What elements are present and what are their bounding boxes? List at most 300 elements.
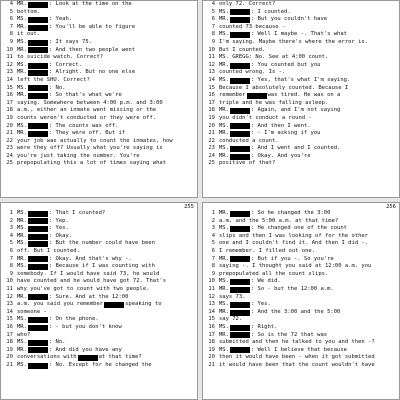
line-text: MS. — [219, 8, 229, 15]
line-number: 6 — [9, 247, 13, 254]
transcript-line — [3, 339, 195, 347]
transcript-line — [205, 54, 397, 62]
line-number: 11 — [6, 54, 13, 61]
redaction-bar — [230, 154, 250, 160]
transcript-line — [3, 100, 195, 108]
redaction-bar — [230, 131, 250, 137]
transcript-line — [205, 225, 397, 233]
line-number: 1 — [211, 210, 215, 216]
transcript-line — [205, 130, 397, 138]
line-text: MS. — [17, 339, 27, 346]
line-text: says 73. — [219, 293, 246, 300]
line-text: MS. — [17, 240, 27, 247]
line-number: 19 — [6, 346, 13, 353]
transcript-line — [205, 309, 397, 317]
line-number: 14 — [208, 76, 215, 83]
redaction-bar — [230, 146, 250, 152]
transcript-line — [3, 347, 195, 355]
redaction-bar — [28, 47, 48, 53]
line-number: 3 — [211, 225, 215, 232]
line-text: : No. — [48, 84, 66, 91]
line-number: 10 — [208, 46, 215, 53]
redaction-bar — [230, 17, 250, 23]
transcript-line — [3, 153, 195, 161]
transcript-line — [3, 1, 195, 9]
transcript-page-bottom-right — [202, 202, 400, 400]
line-text: speaking to — [125, 301, 162, 308]
transcript-line — [3, 9, 195, 17]
line-number: 21 — [208, 361, 215, 368]
line-text: a.m., either an inmate went missing or the — [17, 107, 157, 114]
line-text: counted wrong. Is -. — [219, 69, 286, 76]
transcript-line — [205, 100, 397, 108]
line-text: MS. — [17, 84, 27, 91]
line-text: one and I couldn't find it. And then I did -. — [219, 240, 369, 247]
redaction-bar — [28, 40, 48, 46]
line-text: : So that's what we're — [48, 92, 122, 99]
redaction-bar — [247, 93, 267, 99]
transcript-line — [205, 362, 397, 370]
line-text: MS. — [17, 210, 27, 216]
redaction-bar — [230, 332, 250, 338]
transcript-line — [3, 85, 195, 93]
line-text: MR. — [219, 152, 229, 159]
redaction-bar — [230, 108, 250, 114]
line-number: 21 — [208, 130, 215, 137]
line-number: 12 — [6, 61, 13, 68]
transcript-line — [3, 294, 195, 302]
line-text: MR. — [17, 232, 27, 239]
line-number: 4 — [211, 232, 215, 239]
line-text: conversations with — [17, 354, 77, 361]
line-number: 12 — [6, 293, 13, 300]
transcript-line — [205, 145, 397, 153]
line-number: 11 — [208, 54, 215, 61]
line-text: MS. — [17, 38, 27, 45]
transcript-line — [205, 123, 397, 131]
line-number: 20 — [208, 354, 215, 361]
line-text: But I counted. — [219, 46, 266, 53]
line-text: : No. Except for he changed the — [48, 361, 152, 368]
line-text: MS. — [219, 225, 229, 232]
transcript-line — [205, 31, 397, 39]
line-text: MR. — [219, 61, 229, 68]
line-text: : Because if I was counting with — [48, 263, 155, 270]
line-number: 3 — [9, 225, 13, 232]
line-number: 13 — [6, 69, 13, 76]
redaction-bar — [28, 63, 48, 69]
line-text: : So he changed the 3:00 — [250, 210, 331, 216]
line-text: : Again, and I'm not saying — [250, 107, 341, 114]
line-text: MS. — [219, 122, 229, 129]
line-text: someone - — [17, 308, 47, 315]
redaction-bar — [78, 355, 98, 361]
line-text: MR. — [17, 323, 27, 330]
redaction-bar — [230, 347, 250, 353]
line-text: slips and then I was looking of for the other — [219, 232, 369, 239]
redaction-bar — [28, 218, 48, 224]
line-number: 1 — [9, 210, 13, 216]
line-text: : So - but the 12:00 a.m. — [250, 285, 334, 292]
line-number: 24 — [6, 152, 13, 159]
line-number: 15 — [6, 316, 13, 323]
redaction-bar — [230, 226, 250, 232]
line-number: 20 — [208, 122, 215, 129]
line-number: 20 — [6, 122, 13, 129]
line-number: 6 — [9, 16, 13, 23]
line-text: MS. — [219, 76, 229, 83]
transcript-line — [205, 24, 397, 32]
transcript-line — [3, 256, 195, 264]
line-text: Because I absolutely counted. Because I — [219, 84, 349, 91]
line-number: 18 — [6, 107, 13, 114]
transcript-line — [3, 130, 195, 138]
line-text: MR. — [17, 92, 27, 99]
transcript-line — [3, 332, 195, 340]
transcript-line — [205, 9, 397, 17]
transcript-line — [3, 123, 195, 131]
line-number: 14 — [208, 308, 215, 315]
line-number: 21 — [6, 130, 13, 137]
transcript-line — [3, 24, 195, 32]
transcript-line — [3, 309, 195, 317]
redaction-bar — [230, 287, 250, 293]
line-number: 9 — [9, 38, 13, 45]
line-number: 9 — [211, 38, 215, 45]
redaction-bar — [28, 226, 48, 232]
line-number: 6 — [211, 247, 215, 254]
transcript-line — [3, 31, 195, 39]
line-text: MS. — [219, 31, 229, 38]
redaction-bar — [230, 78, 250, 84]
transcript-line — [205, 324, 397, 332]
transcript-line — [205, 354, 397, 362]
line-text: MR. — [219, 285, 229, 292]
line-text: MS. GREGG: No. See at 4:00 count. — [219, 54, 329, 61]
line-number: 12 — [208, 61, 215, 68]
line-number: 7 — [211, 255, 215, 262]
transcript-line — [3, 225, 195, 233]
transcript-line — [3, 47, 195, 55]
line-number: 2 — [211, 217, 215, 224]
transcript-line — [3, 16, 195, 24]
redaction-bar — [28, 234, 48, 240]
line-text: MR. — [219, 255, 229, 262]
line-number: 8 — [9, 31, 13, 38]
line-text: : That I counted? — [48, 210, 106, 216]
line-text: MR. — [17, 46, 27, 53]
line-number: 4 — [9, 1, 13, 7]
line-text: conducted a count. — [219, 137, 279, 144]
line-number: 25 — [208, 160, 215, 167]
transcript-line — [205, 69, 397, 77]
line-number: 5 — [211, 240, 215, 247]
line-text: MS. — [219, 323, 229, 330]
line-text: MS. — [219, 278, 229, 285]
line-text: MR. — [17, 69, 27, 76]
line-text: MR. — [219, 308, 229, 315]
page-number: 256 — [386, 204, 396, 210]
line-text: : He changed one of the count — [250, 225, 347, 232]
line-text: : But the number could have been — [48, 240, 155, 247]
line-text: : They were off. But if — [48, 130, 126, 137]
line-text: prepopulated all the count slips. — [219, 270, 329, 277]
transcript-line — [205, 301, 397, 309]
line-number: 15 — [208, 84, 215, 91]
redaction-bar — [230, 123, 250, 129]
line-text: triple and he was falling asleep. — [219, 99, 329, 106]
line-text: : We did. — [250, 278, 281, 285]
line-number: 8 — [211, 31, 215, 38]
line-number: 18 — [208, 339, 215, 346]
redaction-bar — [230, 279, 250, 285]
line-number: 8 — [211, 263, 215, 270]
transcript-line — [3, 324, 195, 332]
page-lines — [3, 210, 195, 369]
line-number: 18 — [208, 107, 215, 114]
transcript-line — [3, 354, 195, 362]
line-text: : Yes, that's what I'm saying. — [250, 76, 351, 83]
transcript-line — [3, 218, 195, 226]
line-number: 4 — [211, 1, 215, 7]
redaction-bar — [28, 256, 48, 262]
line-text: : Yes. — [250, 301, 271, 308]
line-number: 24 — [208, 152, 215, 159]
line-text: MR. — [17, 346, 27, 353]
redaction-bar — [28, 347, 48, 353]
transcript-line — [205, 256, 397, 264]
transcript-line — [205, 218, 397, 226]
transcript-line — [205, 153, 397, 161]
line-text: : Okay. And you're — [250, 152, 311, 159]
transcript-line — [205, 278, 397, 286]
line-text: prepopulating this a lot of times saying what — [17, 160, 167, 167]
line-text: : And then two people went — [48, 46, 136, 53]
redaction-bar — [28, 317, 48, 323]
line-text: a.m. you said you remember — [17, 301, 104, 308]
line-text: saying -. I thought you said at 12:00 a.m. you — [219, 263, 372, 270]
transcript-line — [3, 92, 195, 100]
line-text: : You'll be able to figure — [48, 23, 136, 30]
transcript-line — [205, 248, 397, 256]
page-lines — [3, 1, 195, 168]
line-number: 10 — [6, 46, 13, 53]
line-text: : I counted. — [250, 8, 291, 15]
transcript-line — [3, 107, 195, 115]
line-text: left the SHU. Correct? — [17, 76, 90, 83]
line-number: 19 — [208, 346, 215, 353]
redaction-bar — [28, 131, 48, 137]
transcript-line — [3, 77, 195, 85]
transcript-line — [205, 16, 397, 24]
line-text: then it would have been - when it got submitted — [219, 354, 375, 361]
transcript-line — [3, 160, 195, 168]
line-text: MR. — [17, 293, 27, 300]
line-text: MR. — [17, 130, 27, 137]
transcript-line — [3, 145, 195, 153]
transcript-line — [205, 233, 397, 241]
transcript-line — [205, 271, 397, 279]
line-number: 7 — [9, 255, 13, 262]
line-text: MS. — [17, 361, 27, 368]
line-text: : Look at the time on the — [48, 1, 132, 7]
redaction-bar — [230, 302, 250, 308]
line-number: 9 — [211, 270, 215, 277]
transcript-line — [205, 62, 397, 70]
line-text: : And I went and I counted. — [250, 145, 341, 152]
line-text: counted 73 because - — [219, 23, 286, 30]
transcript-line — [3, 69, 195, 77]
line-number: 10 — [6, 278, 13, 285]
redaction-bar — [28, 211, 48, 217]
transcript-line — [3, 210, 195, 218]
line-number: 14 — [6, 308, 13, 315]
line-text: : But you couldn't have — [250, 16, 328, 23]
line-number: 17 — [6, 99, 13, 106]
line-text: off. But I counted. — [17, 247, 80, 254]
line-text: saying. Somewhere between 4:00 p.m. and 3:00 — [17, 99, 163, 106]
redaction-bar — [28, 241, 48, 247]
line-text: MR. — [219, 331, 229, 338]
line-text: positive of that? — [219, 160, 276, 167]
line-text: a.m. and the 5:00 a.m. at that time? — [219, 217, 339, 224]
line-text: MR. — [17, 1, 27, 7]
line-text: MS. — [219, 301, 229, 308]
line-text: MS. — [17, 225, 27, 232]
line-text: : It says 75. — [48, 38, 92, 45]
line-text: counts weren't conducted or they were off. — [17, 114, 157, 121]
redaction-bar — [28, 17, 48, 23]
line-text: : And did you have any — [48, 346, 122, 353]
transcript-line — [205, 85, 397, 93]
page-lines — [205, 210, 397, 369]
line-text: I remember. I filled out one. — [219, 247, 316, 254]
line-text: : Okay. And that's why -. — [48, 255, 132, 262]
line-text: : - I'm asking if you — [250, 130, 321, 137]
transcript-line — [3, 248, 195, 256]
transcript-line — [205, 47, 397, 55]
line-text: MR. — [219, 107, 229, 114]
redaction-bar — [230, 32, 250, 38]
redaction-bar — [230, 211, 250, 217]
transcript-line — [3, 286, 195, 294]
redaction-bar — [28, 25, 48, 31]
line-number: 18 — [6, 339, 13, 346]
line-text: : Okay. — [48, 232, 73, 239]
line-number: 25 — [6, 160, 13, 167]
redaction-bar — [28, 325, 48, 331]
line-number: 10 — [208, 278, 215, 285]
transcript-line — [3, 278, 195, 286]
line-text: : Alright. But no one else — [48, 69, 136, 76]
line-number: 17 — [208, 331, 215, 338]
transcript-line — [205, 294, 397, 302]
line-text: : Well I believe that because — [250, 346, 347, 353]
line-text: MS. — [17, 61, 27, 68]
line-number: 16 — [208, 92, 215, 99]
transcript-line — [3, 263, 195, 271]
line-text: : Yeah. — [48, 16, 73, 23]
transcript-line — [205, 115, 397, 123]
line-number: 15 — [208, 316, 215, 323]
line-text: : Correct. — [48, 61, 83, 68]
page-lines — [205, 1, 397, 168]
line-number: 9 — [9, 270, 13, 277]
redaction-bar — [28, 2, 48, 8]
line-text: : Well I maybe -. That's what — [250, 31, 347, 38]
line-number: 20 — [6, 354, 13, 361]
transcript-line — [205, 107, 397, 115]
redaction-bar — [28, 85, 48, 91]
transcript-line — [3, 362, 195, 370]
line-text: who? — [17, 331, 31, 338]
transcript-line — [205, 138, 397, 146]
line-text: : Yes. — [48, 225, 69, 232]
line-text: say 72. — [219, 316, 243, 323]
line-text: : But if you -. So you're — [250, 255, 334, 262]
line-text: : So is the 72 that was — [250, 331, 328, 338]
line-number: 11 — [6, 285, 13, 292]
line-text: : Right. — [250, 323, 278, 330]
transcript-line — [205, 240, 397, 248]
line-text: why you've got to count with two people. — [17, 285, 150, 292]
transcript-line — [205, 332, 397, 340]
line-text: : And then I went. — [250, 122, 311, 129]
line-text: : The counts was off. — [48, 122, 119, 129]
page-number: 255 — [184, 204, 194, 210]
line-number: 7 — [9, 23, 13, 30]
transcript-line — [205, 263, 397, 271]
line-text: MR. — [219, 16, 229, 23]
line-number: 17 — [6, 331, 13, 338]
transcript-line — [205, 347, 397, 355]
line-text: to suicide watch. Correct? — [17, 54, 104, 61]
line-text: you're just taking the number. You're — [17, 152, 140, 159]
redaction-bar — [28, 363, 48, 369]
line-text: it out. — [17, 31, 41, 38]
line-text: MS. — [219, 346, 229, 353]
transcript-line — [205, 77, 397, 85]
line-number: 16 — [6, 92, 13, 99]
transcript-page-bottom-left — [0, 202, 198, 400]
line-number: 6 — [211, 16, 215, 23]
transcript-line — [205, 1, 397, 9]
line-number: 8 — [9, 263, 13, 270]
transcript-line — [205, 39, 397, 47]
transcript-line — [3, 301, 195, 309]
transcript-line — [3, 39, 195, 47]
redaction-bar — [28, 264, 48, 270]
transcript-line — [3, 233, 195, 241]
line-number: 12 — [208, 293, 215, 300]
redaction-bar — [28, 123, 48, 129]
line-text: at that time? — [98, 354, 142, 361]
line-text: your job was actually to count the inmates, how — [17, 137, 173, 144]
line-text: : Sure. And at the 12:00 — [48, 293, 129, 300]
line-text: MR. — [17, 217, 27, 224]
line-number: 15 — [6, 84, 13, 91]
line-text: MS. — [219, 145, 229, 152]
line-number: 19 — [6, 114, 13, 121]
line-number: 5 — [211, 8, 215, 15]
line-text: : Yep. — [48, 217, 69, 224]
line-number: 23 — [208, 145, 215, 152]
line-text: I'm saying. Maybe there's where the error is. — [219, 38, 369, 45]
line-text: MS. — [17, 263, 27, 270]
redaction-bar — [28, 340, 48, 346]
line-text: : - but you don't know — [48, 323, 122, 330]
line-text: MR. — [219, 130, 229, 137]
